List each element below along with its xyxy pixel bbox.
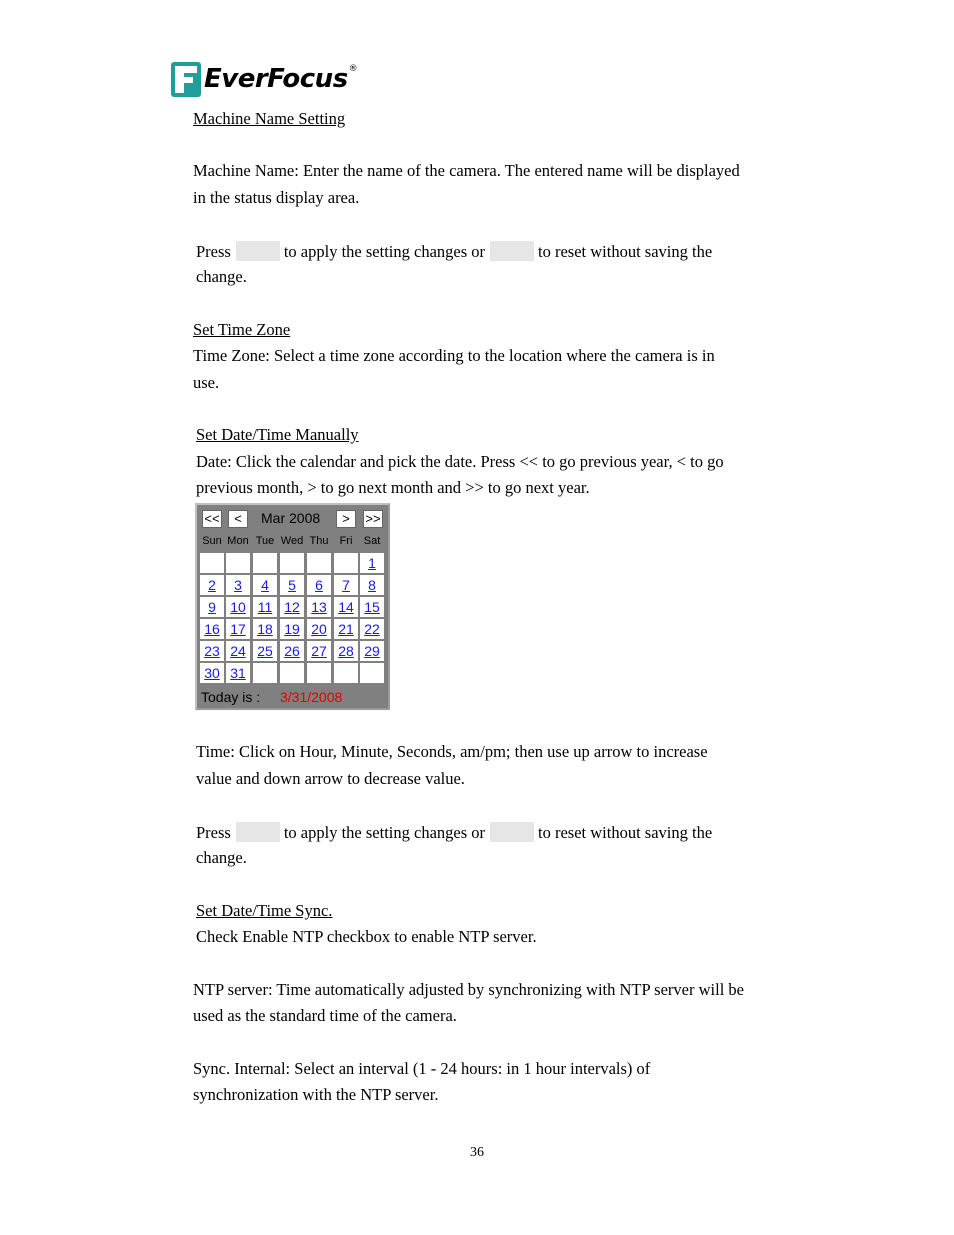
calendar-month-title: Mar 2008 xyxy=(261,510,321,526)
press-instruction-1 xyxy=(196,241,712,262)
calendar-empty-cell xyxy=(280,663,304,683)
calendar-day[interactable]: 11 xyxy=(253,597,277,617)
machine-name-desc-line1: Machine Name: Enter the name of the camera. The entered name will be displayed xyxy=(193,161,740,180)
calendar-empty-cell xyxy=(200,553,224,573)
prev-year-button[interactable]: << xyxy=(202,510,222,528)
calendar-day[interactable]: 18 xyxy=(253,619,277,639)
calendar-day[interactable]: 26 xyxy=(280,641,304,661)
calendar-day[interactable]: 23 xyxy=(200,641,224,661)
next-month-button[interactable]: > xyxy=(336,510,356,528)
calendar-empty-cell xyxy=(280,553,304,573)
everfocus-logo-icon xyxy=(171,62,201,97)
ntp-desc-line1: NTP server: Time automatically adjusted by synchronizing with NTP server will be xyxy=(193,980,744,999)
date-time-sync-heading: Set Date/Time Sync. xyxy=(196,901,333,920)
calendar-empty-cell xyxy=(334,553,358,573)
today-label: Today is : xyxy=(201,689,261,705)
weekday-label: Fri xyxy=(339,535,353,547)
calendar-day[interactable]: 13 xyxy=(307,597,331,617)
calendar-day[interactable]: 16 xyxy=(200,619,224,639)
calendar-day[interactable]: 30 xyxy=(200,663,224,683)
press-instruction-2 xyxy=(196,822,712,843)
press-end-text: to reset without saving the xyxy=(538,242,713,261)
calendar-empty-cell xyxy=(307,663,331,683)
calendar-day[interactable]: 7 xyxy=(334,575,358,595)
calendar-day[interactable]: 8 xyxy=(360,575,384,595)
logo-registered-mark: ® xyxy=(348,64,358,74)
calendar-empty-cell xyxy=(226,553,250,573)
today-value[interactable]: 3/31/2008 xyxy=(280,689,343,705)
apply-button[interactable] xyxy=(236,822,280,842)
calendar-empty-cell xyxy=(253,663,277,683)
apply-button[interactable] xyxy=(236,241,280,261)
calendar-day[interactable]: 15 xyxy=(360,597,384,617)
calendar-day[interactable]: 1 xyxy=(360,553,384,573)
calendar-day[interactable]: 14 xyxy=(334,597,358,617)
press-mid-text: to apply the setting changes or xyxy=(283,823,486,842)
calendar-empty-cell xyxy=(360,663,384,683)
press-word: Press xyxy=(196,242,231,261)
sync-desc-line1: Check Enable NTP checkbox to enable NTP server. xyxy=(196,927,537,946)
calendar-day[interactable]: 21 xyxy=(334,619,358,639)
weekday-label: Sun xyxy=(202,535,222,547)
weekday-label: Tue xyxy=(255,535,275,547)
reset-button[interactable] xyxy=(490,822,534,842)
time-desc-line1: Time: Click on Hour, Minute, Seconds, am/pm; then use up arrow to increase xyxy=(196,742,708,761)
calendar-day[interactable]: 20 xyxy=(307,619,331,639)
machine-name-heading: Machine Name Setting xyxy=(193,109,346,128)
calendar-day[interactable]: 22 xyxy=(360,619,384,639)
calendar-day[interactable]: 28 xyxy=(334,641,358,661)
calendar-day[interactable]: 4 xyxy=(253,575,277,595)
calendar-widget xyxy=(195,503,390,710)
press-mid-text: to apply the setting changes or xyxy=(283,242,486,261)
weekday-label: Thu xyxy=(309,535,329,547)
press-word: Press xyxy=(196,823,231,842)
calendar-day[interactable]: 12 xyxy=(280,597,304,617)
calendar-day[interactable]: 10 xyxy=(226,597,250,617)
date-time-manual-heading: Set Date/Time Manually xyxy=(196,425,359,444)
prev-month-button[interactable]: < xyxy=(228,510,248,528)
weekday-label: Wed xyxy=(280,535,304,547)
calendar-day[interactable]: 31 xyxy=(226,663,250,683)
calendar-day[interactable]: 24 xyxy=(226,641,250,661)
calendar-day[interactable]: 25 xyxy=(253,641,277,661)
press-instruction-2-line2: change. xyxy=(196,848,247,867)
calendar-day[interactable]: 3 xyxy=(226,575,250,595)
calendar-day[interactable]: 2 xyxy=(200,575,224,595)
machine-name-desc-line2: in the status display area. xyxy=(193,188,360,207)
calendar-day[interactable]: 6 xyxy=(307,575,331,595)
calendar-day[interactable]: 17 xyxy=(226,619,250,639)
calendar-day[interactable]: 9 xyxy=(200,597,224,617)
page-number: 36 xyxy=(470,1145,484,1160)
weekday-label: Mon xyxy=(227,535,249,547)
time-zone-desc-line2: use. xyxy=(193,373,220,392)
next-year-button[interactable]: >> xyxy=(363,510,383,528)
weekday-label: Sat xyxy=(363,535,381,547)
time-zone-heading: Set Time Zone xyxy=(193,320,291,339)
press-end-text: to reset without saving the xyxy=(538,823,713,842)
calendar-day[interactable]: 19 xyxy=(280,619,304,639)
logo-text: EverFocus xyxy=(204,64,348,94)
date-desc-line1: Date: Click the calendar and pick the date. Press << to go previous year, < to go xyxy=(196,452,724,471)
interval-desc-line1: Sync. Internal: Select an interval (1 - 24 hours: in 1 hour intervals) of xyxy=(193,1059,651,1078)
calendar-empty-cell xyxy=(334,663,358,683)
calendar-day[interactable]: 29 xyxy=(360,641,384,661)
time-desc-line2: value and down arrow to decrease value. xyxy=(196,769,465,788)
ntp-desc-line2: used as the standard time of the camera. xyxy=(193,1006,457,1025)
calendar-day[interactable]: 27 xyxy=(307,641,331,661)
reset-button[interactable] xyxy=(490,241,534,261)
calendar-empty-cell xyxy=(307,553,331,573)
date-desc-line2: previous month, > to go next month and >> to go next year. xyxy=(196,478,590,497)
press-instruction-1-line2: change. xyxy=(196,267,247,286)
calendar-empty-cell xyxy=(253,553,277,573)
everfocus-logo xyxy=(171,60,358,98)
calendar-day[interactable]: 5 xyxy=(280,575,304,595)
time-zone-desc-line1: Time Zone: Select a time zone according to the location where the camera is in xyxy=(193,346,715,365)
interval-desc-line2: synchronization with the NTP server. xyxy=(193,1085,439,1104)
